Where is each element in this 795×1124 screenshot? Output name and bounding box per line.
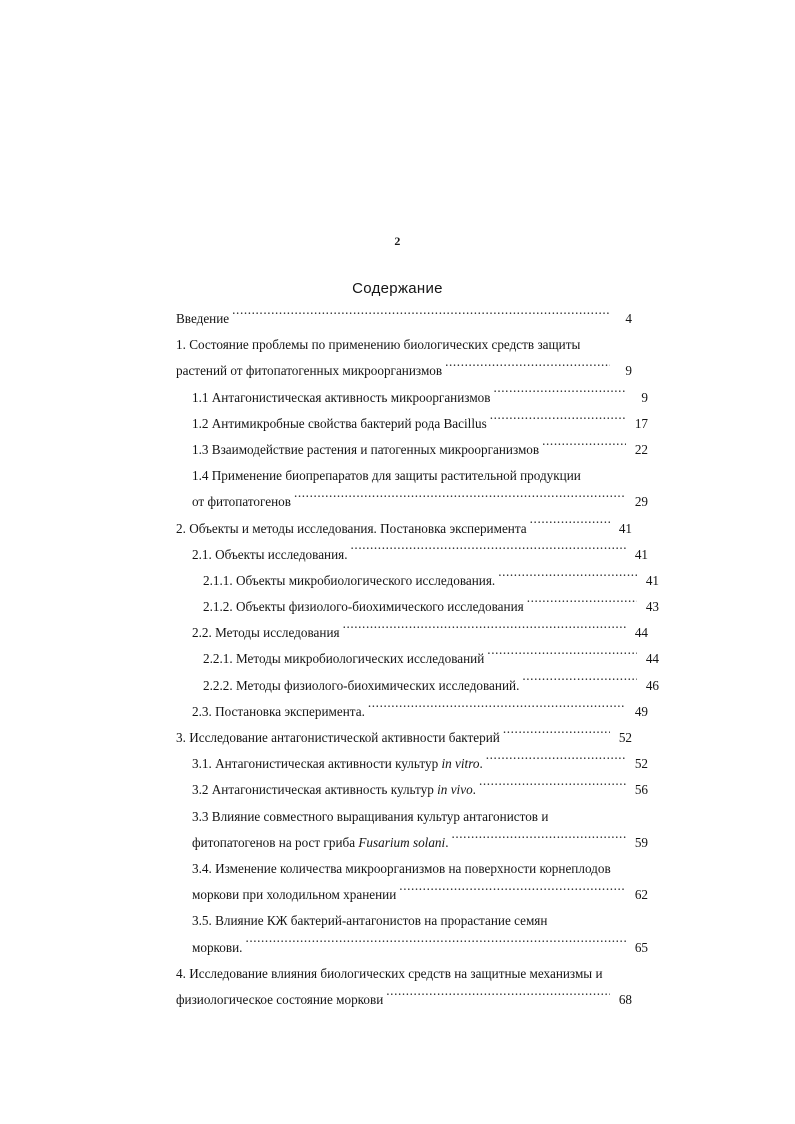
toc-entry-line-final[interactable] [176,646,659,672]
toc-entry[interactable] [176,751,648,777]
toc-page-number: 41 [645,572,659,588]
toc-entry-line-final[interactable] [176,935,648,961]
toc-leader-dots [351,546,626,559]
toc-entry[interactable] [176,908,648,960]
toc-entry[interactable] [176,777,648,803]
toc-leader-dots [522,676,637,689]
toc-entry[interactable] [176,804,648,856]
toc-leader-dots [498,572,637,585]
toc-leader-dots [486,755,626,768]
toc-page-number: 65 [634,939,648,955]
toc-page-number: 52 [618,730,632,745]
toc-entry[interactable] [176,699,648,725]
toc-entry[interactable] [176,516,632,542]
toc-leader-dots [368,703,626,716]
toc-entry-line-final[interactable] [176,882,648,908]
toc-leader-dots [487,650,637,663]
toc-entry-label: 2.2.2. Методы физиолого-биохимических исследований. [203,677,520,693]
toc-page-number: 29 [634,494,648,510]
toc-entry[interactable] [176,594,659,620]
toc-entry-line-wrap[interactable] [176,332,632,358]
toc-leader-dots [530,519,610,532]
page-title: Содержание [352,280,443,297]
toc-page-number: 68 [618,991,632,1007]
toc-entry[interactable] [176,646,659,672]
toc-page-number: 49 [634,703,648,719]
toc-leader-dots [445,362,610,375]
toc-entry-label: Введение [176,311,230,326]
toc-entry[interactable] [176,568,659,594]
toc-page-number: 4 [625,311,632,326]
toc-entry-line-final[interactable] [176,358,632,384]
toc-entry-label: 3.2 Антагонистическая активность культур in vivo. [192,782,476,798]
toc-page-number: 59 [634,834,648,850]
toc-page-number: 9 [625,363,632,379]
toc-entry-line-final[interactable] [176,777,648,803]
toc-page-number: 22 [634,441,648,457]
toc-entry-label: от фитопатогенов [192,494,291,510]
toc-page-number: 62 [634,887,648,903]
toc-entry-label: 3.1. Антагонистическая активности культур in vitro. [192,756,483,772]
toc-entry-label: 2.2. Методы исследования [192,625,340,641]
toc-leader-dots [232,310,610,323]
toc-entry-label: 2.1.2. Объекты физиолого-биохимического исследования [203,599,524,615]
toc-entry-line-final[interactable] [176,620,648,646]
toc-entry-label: растений от фитопатогенных микроорганизмов [176,363,443,379]
toc-entry-line-final[interactable] [176,987,632,1013]
toc-entry-label: 2.1. Объекты исследования. [192,546,348,562]
toc-page-number: 41 [618,520,632,536]
toc-entry-label: 3.4. Изменение количества микроорганизмов на поверхности корнеплодов [192,860,611,876]
toc-entry-label: 3.5. Влияние КЖ бактерий-антагонистов на прорастание семян [192,913,548,929]
toc-entry-line-final[interactable] [176,751,648,777]
toc-entry[interactable] [176,856,648,908]
toc-entry-line-wrap[interactable] [176,463,648,489]
toc-entry-line-wrap[interactable] [176,804,648,830]
toc-entry-line-final[interactable] [176,385,648,411]
toc-entry-label: 1. Состояние проблемы по применению биологических средств защиты [176,337,581,353]
toc-leader-dots [451,834,626,847]
toc-entry[interactable] [176,332,632,384]
toc-entry[interactable] [176,542,648,568]
toc-entry-label: 2. Объекты и методы исследования. Постановка эксперимента [176,520,527,536]
toc-entry-label: моркови при холодильном хранении [192,887,397,903]
toc-leader-dots [294,493,626,506]
toc-entry-label: фитопатогенов на рост гриба Fusarium solani. [192,834,449,850]
toc-leader-dots [490,415,626,428]
toc-entry-label: моркови. [192,939,243,955]
page-number-folio: 2 [394,234,401,248]
toc-page-number: 44 [645,651,659,667]
toc-page-number: 17 [634,415,648,431]
toc-entry-label: 1.4 Применение биопрепаратов для защиты растительной продукции [192,468,581,484]
toc-entry-label: 1.2 Антимикробные свойства бактерий рода Bacillus [192,415,487,431]
toc-entry-line-wrap[interactable] [176,908,648,934]
toc-entry-line-wrap[interactable] [176,961,632,987]
toc-leader-dots [503,729,610,742]
toc-entry-line-final[interactable] [176,542,648,568]
toc-entry-label: физиологическое состояние моркови [176,991,384,1007]
toc-leader-dots [399,886,626,899]
toc-entry-line-final[interactable] [176,437,648,463]
toc-entry[interactable] [176,306,632,332]
toc-entry-line-final[interactable] [176,489,648,515]
toc-entry[interactable] [176,385,648,411]
toc-entry-label: 2.1.1. Объекты микробиологического исследования. [203,572,496,588]
toc-leader-dots [527,598,637,611]
toc-entry-line-final[interactable] [176,516,632,542]
toc-entry[interactable] [176,437,648,463]
toc-entry-line-final[interactable] [176,306,632,332]
toc-entry-line-wrap[interactable] [176,856,648,882]
toc-entry-line-final[interactable] [176,673,659,699]
toc-entry-line-final[interactable] [176,594,659,620]
toc-entry-line-final[interactable] [176,568,659,594]
toc-page-number: 41 [634,546,648,562]
toc-entry-line-final[interactable] [176,411,648,437]
toc-entry-label: 3.3 Влияние совместного выращивания культур антагонистов и [192,808,549,824]
toc-page-number: 43 [645,599,659,615]
toc-entry[interactable] [176,463,648,515]
toc-page-number: 44 [634,625,648,641]
toc-entry-label: 1.3 Взаимодействие растения и патогенных микроорганизмов [192,441,540,457]
toc-entry-label: 4. Исследование влияния биологических средств на защитные механизмы и [176,965,603,981]
toc-leader-dots [493,388,626,401]
toc-page-number: 56 [634,782,648,798]
toc-entry-label: 2.2.1. Методы микробиологических исследований [203,651,485,667]
toc-page-number: 9 [641,389,648,405]
toc-entry-line-final[interactable] [176,699,648,725]
toc-entry-line-final[interactable] [176,725,632,751]
toc-entry-label: 1.1 Антагонистическая активность микроорганизмов [192,389,491,405]
toc-leader-dots [542,441,626,454]
toc-entry[interactable] [176,411,648,437]
toc-leader-dots [479,781,626,794]
toc-entry[interactable] [176,961,632,1013]
toc-entry[interactable] [176,673,659,699]
toc-entry[interactable] [176,620,648,646]
toc-leader-dots [386,991,610,1004]
toc-leader-dots [245,938,626,951]
toc-entry[interactable] [176,725,632,751]
toc-entry-label: 2.3. Постановка эксперимента. [192,703,365,719]
toc-page-number: 52 [634,756,648,772]
toc-entry-label: 3. Исследование антагонистической активности бактерий [176,730,500,745]
toc-leader-dots [343,624,626,637]
toc-entry-line-final[interactable] [176,830,648,856]
table-of-contents [176,306,659,1013]
toc-page-number: 46 [645,677,659,693]
